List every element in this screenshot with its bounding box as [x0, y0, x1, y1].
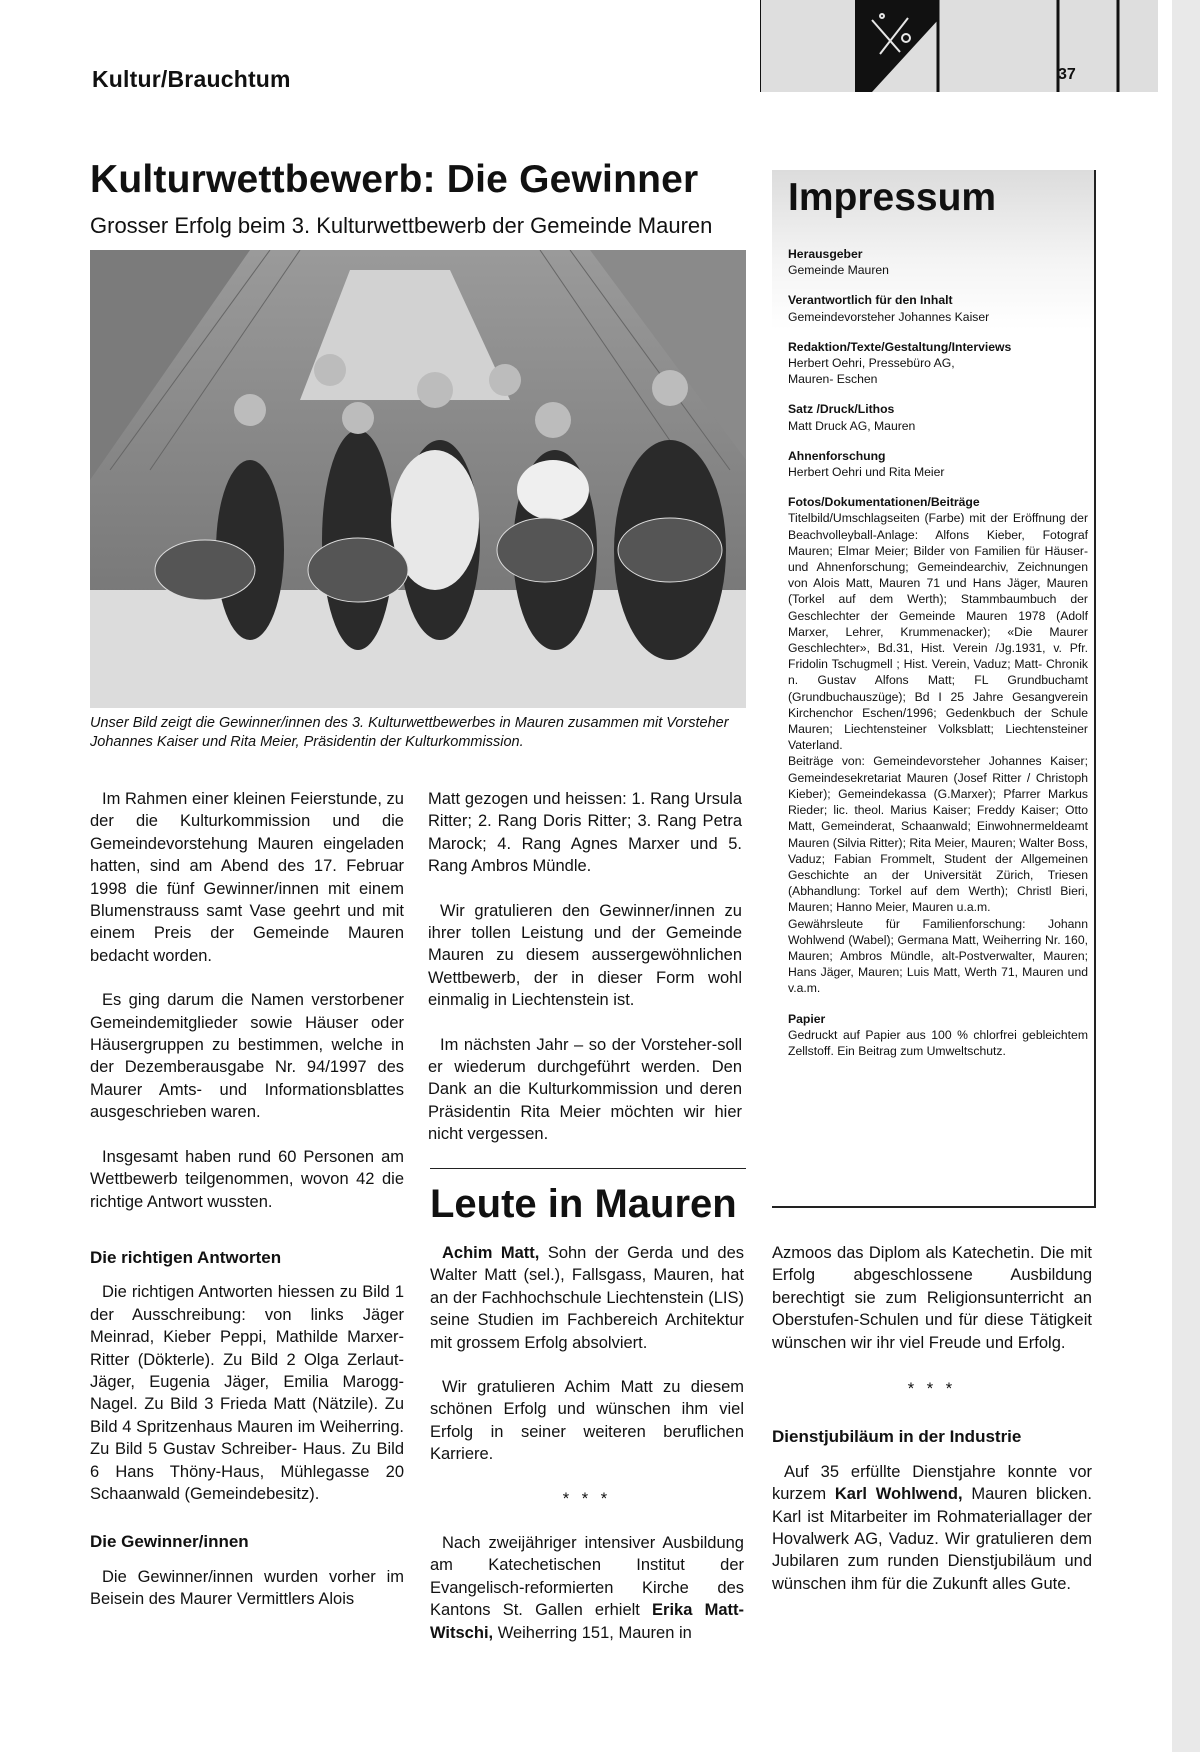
impressum-item-body: Gedruckt auf Papier aus 100 % chlorfrei gebleichtem Zellstoff. Ein Beitrag zum Umweltschutz. — [788, 1027, 1088, 1058]
section-label: Kultur/Brauchtum — [92, 66, 291, 92]
paragraph: Wir gratulieren den Gewinner/innen zu ihrer tollen Leistung und der Gemeinde Mauren zu diesem aussergewöhnlichen Wettbewerb, der in dieser Form wohl einmalig in Liechtenstein ist. — [428, 901, 742, 1010]
impressum-list — [788, 246, 1088, 1073]
separator-stars: * * * — [907, 1380, 957, 1399]
paragraph: Es ging darum die Namen verstorbener Gemeindemitglieder sowie Häuser oder Häusergruppen zu bestimmen, welche in der Dezemberausgabe Nr. 94/1997 des Maurer Amts- und Informationsblattes ausgeschrieben waren. — [90, 991, 404, 1122]
answers-heading: Die richtigen Antworten — [90, 1247, 282, 1267]
impressum-item — [788, 448, 1088, 480]
photo-caption: Unser Bild zeigt die Gewinner/innen des 3. Kulturwettbewerbes in Mauren zusammen mit Vorsteher Johannes Kaiser und Rita Meier, Präsidentin der Kulturkommission. — [90, 715, 729, 750]
article-subheadline: Grosser Erfolg beim 3. Kulturwettbewerb der Gemeinde Mauren — [90, 213, 713, 238]
impressum-item-body: Titelbild/Umschlagseiten (Farbe) mit der Eröffnung der Beachvolleyball-Anlage: Alfons Kieber, Fotograf Mauren; Elmar Meier; Bilder von Familien für Häuser- und Ahnenforschung; Gemeindearchiv, Zeichnungen von Alois Matt, Mauren 71 und Hans Jäger, Mauren (Torkel auf dem Werth); Stammbaumbuch der Geschlechter der Gemeinde Mauren 1978 (Adolf Marxer, Lehrer, Krummenacker); «Die Maurer Geschlechter», Bd.31, Hist. Verein /Jg.1931, v. Pfr. Fridolin Tschugmell ; Hist. Verein, Vaduz; Matt- Chronik n. Gustav Alfons Matt; FL Grundbuchamt (Grundbuchauszüge); Bd I 25 Jahre Gesangverein Kirchenchor Eschen/1996; Gedenkbuch der Schule Mauren; Liechtensteiner Volksblatt; Liechtensteiner Vaterland. Beiträge von: Gemeindevorsteher Johannes Kaiser; Gemeindesekretariat Mauren (Josef Ritter / Christoph Kieber); Gemeindekassa (G.Marxer); Pfarrer Markus Rieder; lic. theol. Marius Kaiser; Freddy Kaiser; Otto Matt, Gemeinderat, Schaanwald; Einwohnermeldeamt Mauren (Silvia Ritter); Rita Meier, Mauren; Walter Boss, Vaduz; Fabian Frommelt, Student der Allgemeinen Geschichte an der Universität Zürich, Triesen (Abhandlung: Torkel auf dem Werth); Christl Bieri, Mauren; Hanno Meier, Mauren u.a.m. Gewährsleute für Familienforschung: Johann Wohlwend (Wabel); Germana Matt, Weiherring Nr. 160, Mauren; Ambros Mündle, alt-Postverwalter, Mauren; Hans Jäger, Mauren; Luis Matt, Werth 71, Mauren und v.a.m. — [788, 511, 1088, 996]
page-number: 37 — [1058, 66, 1076, 83]
leute-column-3 — [772, 1242, 1092, 1617]
impressum-item-body: Gemeindevorsteher Johannes Kaiser — [788, 309, 990, 324]
impressum-item-heading: Satz /Druck/Lithos — [788, 402, 895, 417]
impressum-item — [788, 1011, 1088, 1060]
impressum-item — [788, 246, 1088, 278]
separator-stars: * * * — [562, 1489, 612, 1508]
impressum-item-heading: Fotos/Dokumentationen/Beiträge — [788, 495, 980, 510]
paragraph: Sohn der Gerda und des Walter Matt (sel.), Fallsgass, Mauren, hat an der Fachhochschule Liechtenstein (LIS) seine Studien im Fachbereich Architektur mit grossem Erfolg absolviert. — [430, 1244, 744, 1352]
paragraph: Matt gezogen und heissen: 1. Rang Ursula Ritter; 2. Rang Doris Ritter; 3. Rang Petra Marock; 4. Rang Agnes Marxer und 5. Rang Ambros Mündle. — [428, 790, 742, 876]
leute-column-2 — [430, 1242, 744, 1666]
paragraph: Im Rahmen einer kleinen Feierstunde, zu der die Kulturkommission und die Gemeindevorstehung Mauren eingeladen hatten, sind am Abend des 17. Februar 1998 die fünf Gewinner/innen mit einem Blumenstrauss samt Vase geehrt und mit einem Preis der Gemeinde Mauren bedacht worden. — [90, 790, 404, 965]
impressum-item-heading: Ahnenforschung — [788, 448, 886, 463]
impressum-item-heading: Verantwortlich für den Inhalt — [788, 293, 953, 308]
paragraph: Azmoos das Diplom als Katechetin. Die mit Erfolg abgeschlossene Ausbildung berechtigt sie zum Religionsunterricht an Oberstufen-Schulen und für diese Tätigkeit wünschen wir ihr viel Freude und Erfolg. — [772, 1244, 1092, 1352]
header-logo-graphic — [760, 0, 1158, 92]
winners-heading: Die Gewinner/innen — [90, 1532, 249, 1552]
article-column-2 — [428, 788, 742, 1168]
impressum-item-body: Herbert Oehri, Pressebüro AG, Mauren- Eschen — [788, 356, 955, 387]
leute-title: Leute in Mauren — [430, 1182, 737, 1226]
paragraph: Nach zweijähriger intensiver Ausbildung am Katechetischen Institut der Evangelisch-reformierten Kirche des Kantons St. Gallen erhielt — [430, 1534, 744, 1620]
impressum-item-heading: Redaktion/Texte/Gestaltung/Interviews — [788, 339, 1012, 354]
impressum-item — [788, 339, 1088, 388]
paragraph: Weiherring 151, Mauren in — [493, 1623, 692, 1642]
impressum-item-body: Gemeinde Mauren — [788, 263, 889, 278]
paragraph: Die Gewinner/innen wurden vorher im Beisein des Maurer Vermittlers Alois — [90, 1567, 404, 1609]
article-headline: Kulturwettbewerb: Die Gewinner — [90, 158, 699, 201]
impressum-item-body: Matt Druck AG, Mauren — [788, 418, 916, 433]
person-name: Karl Wohlwend, — [834, 1485, 963, 1504]
impressum-item — [788, 494, 1088, 996]
impressum-item-heading: Herausgeber — [788, 247, 863, 261]
page-margin — [1172, 0, 1200, 1752]
paragraph: Die richtigen Antworten hiessen zu Bild 1 der Ausschreibung: von links Jäger Meinrad, Kieber Peppi, Mathilde Marxer-Ritter (Dökterle). Zu Bild 2 Olga Zerlaut-Jäger, Eugenia Jäger, Emilia Marogg-Nagel. Zu Bild 3 Frieda Matt (Nätzile). Zu Bild 4 Spritzenhaus Mauren im Weiherring. Zu Bild 5 Gustav Schreiber- Haus. Zu Bild 6 Hans Thöny-Haus, Mühlegasse 20 Schaanwald (Gemeindebesitz). — [90, 1283, 404, 1503]
article-column-1 — [90, 788, 404, 1633]
person-name: Erika Matt-Witschi, — [430, 1601, 744, 1642]
person-name: Achim Matt, — [442, 1244, 540, 1262]
paragraph: Insgesamt haben rund 60 Personen am Wettbewerb teilgenommen, wovon 42 die richtige Antwort wussten. — [90, 1147, 404, 1211]
winners-group-photo — [90, 250, 746, 708]
impressum-item — [788, 292, 1088, 324]
impressum-item — [788, 401, 1088, 433]
section-divider — [430, 1168, 746, 1169]
paragraph: Wir gratulieren Achim Matt zu diesem schönen Erfolg und wünschen ihm viel Erfolg in seiner weiteren beruflichen Karriere. — [430, 1378, 744, 1464]
paragraph: Im nächsten Jahr – so der Vorsteher-soll er wiederum durchgeführt werden. Den Dank an die Kulturkommission und deren Präsidentin Rita Meier möchten wir hier nicht vergessen. — [428, 1035, 742, 1144]
paragraph: Mauren blicken. Karl ist Mitarbeiter im Rohmateriallager der Hovalwerk AG, Vaduz. Wir gratulieren dem Jubilaren zum runden Dienstjubiläum und wünschen ihm für die Zukunft alles Gute. — [772, 1485, 1093, 1593]
jubilaeum-heading: Dienstjubiläum in der Industrie — [772, 1427, 1022, 1447]
impressum-item-heading: Papier — [788, 1011, 826, 1026]
impressum-title: Impressum — [788, 176, 997, 219]
paragraph: Auf 35 erfüllte Dienstjahre konnte vor kurzem — [772, 1462, 1092, 1504]
impressum-item-body: Herbert Oehri und Rita Meier — [788, 465, 945, 480]
